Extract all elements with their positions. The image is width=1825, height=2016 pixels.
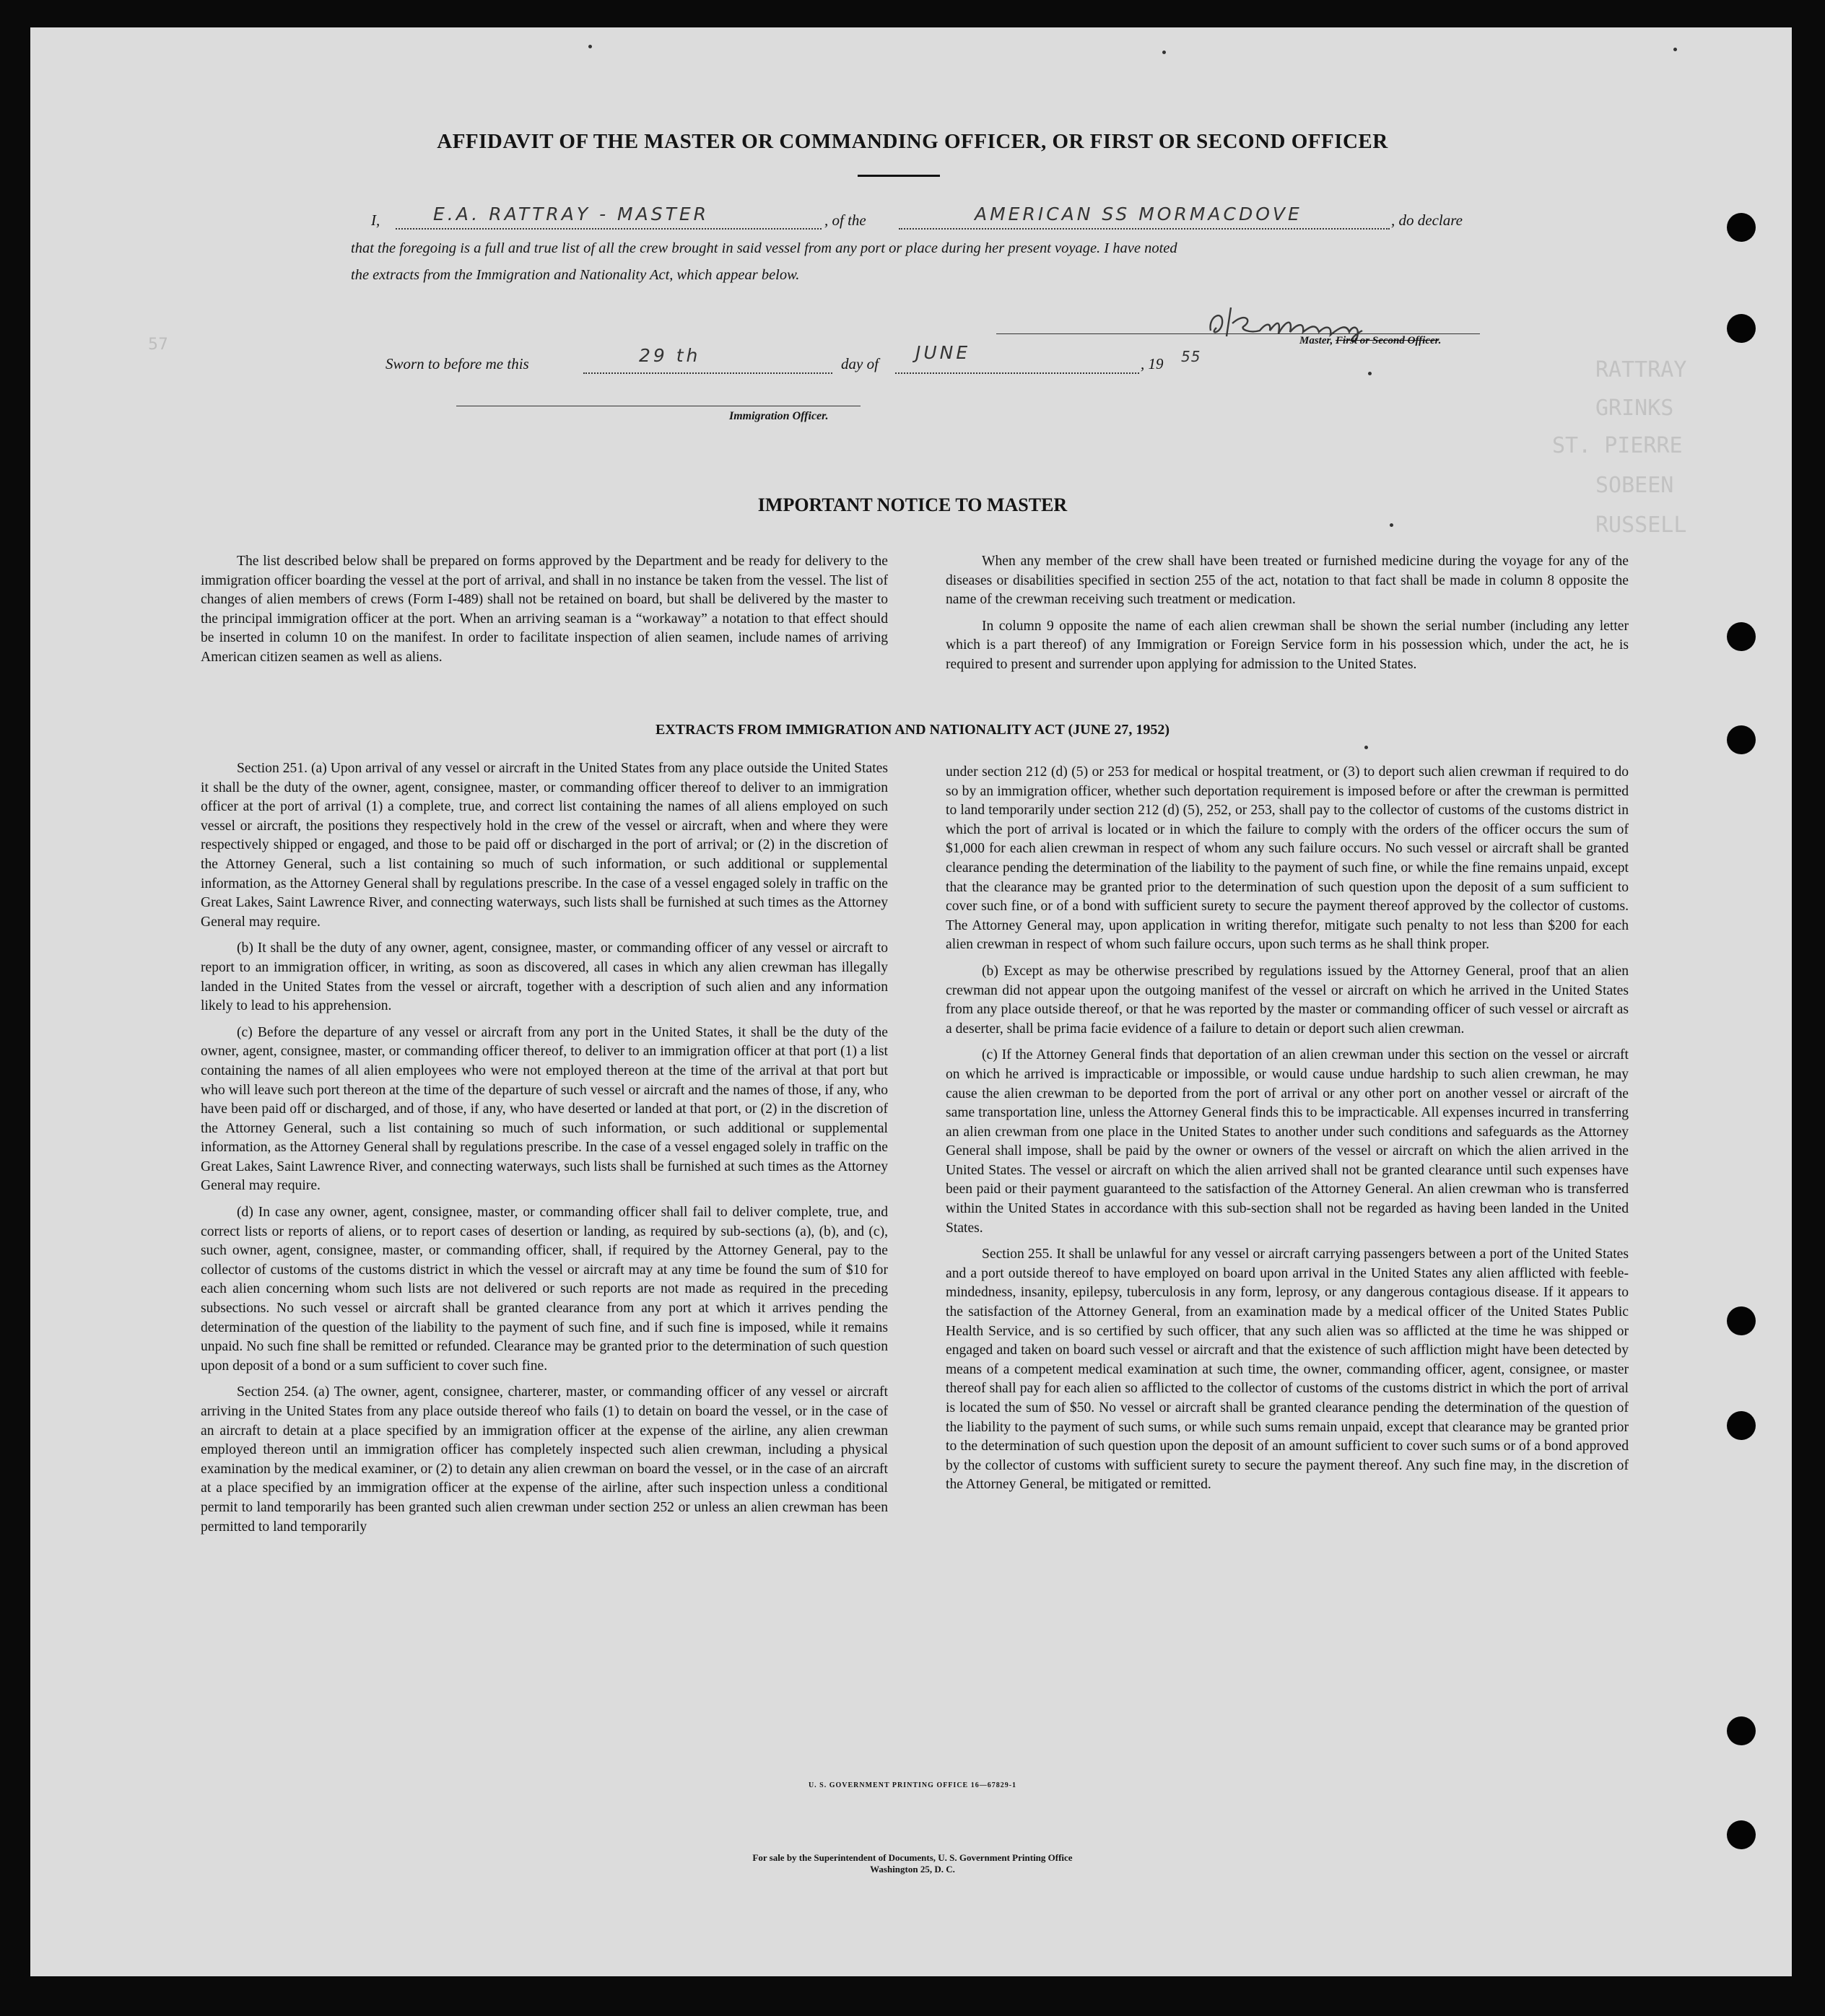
notice-paragraph: When any member of the crew shall have been treated or furnished medicine during the voyage for any of the diseases or disabilities specified in section 255 of the act, notation to that fact shall be made in column 8 opposite the name of the crewman receiving such treatment or medication. bbox=[946, 554, 1629, 608]
speck bbox=[588, 45, 592, 48]
sale-line-1: For sale by the Superintendent of Documents, U. S. Government Printing Office bbox=[752, 1852, 1073, 1863]
day-field-line bbox=[583, 372, 832, 374]
do-declare-label: , do declare bbox=[1391, 211, 1463, 229]
sale-line-2: Washington 25, D. C. bbox=[870, 1864, 955, 1875]
declaration-body-line2: the extracts from the Immigration and Nationality Act, which appear below. bbox=[351, 267, 800, 283]
speck bbox=[1673, 48, 1677, 51]
speck bbox=[1368, 372, 1372, 375]
binder-hole bbox=[1727, 1716, 1756, 1745]
immigration-officer-caption: Immigration Officer. bbox=[729, 410, 829, 422]
section-paragraph: (c) Before the departure of any vessel or aircraft from any port in the United States, it shall be the duty of the owner, agent, consignee, master, or commanding officer thereof, to deliver to an immigration officer at that port (1) a list containing the names of all alien employees who were not employed thereon at the time of the arrival at that port but who will leave such port thereon at the time of the departure of such vessel or aircraft and the names of those, if any, who have been paid off or discharged, and of those, if any, who have deserted or landed at that port, or (2) in the discretion of the Attorney General, such a list containing so much of such information, or such additional or supplemental information, as the Attorney General shall by regulations prescribe. In the case of a vessel engaged solely in traffic on the Great Lakes, Saint Lawrence River, and connecting waterways, such lists shall be furnished at such times as the Attorney General may require. bbox=[201, 1024, 888, 1194]
notice-title: IMPORTANT NOTICE TO MASTER bbox=[757, 494, 1068, 515]
binder-hole bbox=[1727, 314, 1756, 343]
declaration-prefix: I, bbox=[371, 211, 380, 229]
master-name-handwritten: E.A. RATTRAY - MASTER bbox=[433, 204, 710, 224]
section-paragraph: Section 255. It shall be unlawful for any vessel or aircraft carrying passengers between a port of the United States and a port outside thereof to have employed on board upon arrival in the United States any alien afflicted with feeble-mindedness, insanity, epilepsy, tuberculosis in any form, leprosy, or any dangerous contagious disease. If it appears to the satisfaction of the Attorney General, from an examination made by a medical officer of the United States Public Health Service, and is so certified by such officer, that any such alien was so afflicted at the time he was shipped or engaged and taken on board such vessel or aircraft and that the existence of such affliction might have been detected by means of a competent medical examination at such time, the owner, commanding officer, agent, consignee, or master thereof shall pay for each alien so afflicted to the collector of customs of the customs district in which the port of arrival is located the sum of $50. No vessel or aircraft shall be granted clearance pending the determination of the question of the liability to the payment of such sums, or while such sums remain unpaid, except that clearance may be granted prior to the determination of such question upon the deposit of an amount sufficient to cover such sums or of a bond approved by the collector of customs with sufficient surety to secure the payment thereof. Any such fine may, in the discretion of the Attorney General, be mitigated or remitted. bbox=[946, 1247, 1629, 1493]
binder-hole bbox=[1727, 1820, 1756, 1849]
extracts-right-column bbox=[946, 763, 1629, 1495]
of-the-label: , of the bbox=[824, 211, 866, 229]
day-of-label: day of bbox=[841, 355, 879, 372]
sworn-prefix: Sworn to before me this bbox=[386, 355, 529, 372]
year-handwritten: 55 bbox=[1181, 348, 1201, 365]
vessel-field-line bbox=[899, 228, 1390, 230]
year-prefix: , 19 bbox=[1141, 355, 1164, 372]
month-handwritten: JUNE bbox=[915, 342, 971, 363]
section-paragraph: Section 254. (a) The owner, agent, consignee, charterer, master, or commanding officer of any vessel or aircraft arriving in the United States from any place outside thereof who fails (1) to detain on board the vessel, or in the case of an aircraft to detain at a place specified by an immigration officer at the expense of the airline, any alien crewman employed thereon until an immigration officer has completely inspected such alien crewman, including a physical examination by the medical examiner, or (2) to detain any alien crewman on board the vessel, or in the case of an aircraft at a place specified by an immigration officer at the expense of the airline, after such inspection unless a conditional permit to land temporarily has been granted such alien crewman under section 252 or unless an alien crewman has been permitted to land temporarily bbox=[201, 1384, 888, 1535]
caption-struck: First or Second Officer bbox=[1336, 335, 1439, 346]
section-paragraph: (b) It shall be the duty of any owner, agent, consignee, master, or commanding officer of any vessel or aircraft to report to an immigration officer, in writing, as soon as discovered, all cases in which any alien crewman has illegally landed in the United States from the vessel or aircraft, together with a description of such alien and any information likely to lead to his apprehension. bbox=[201, 941, 888, 1014]
extracts-left-column bbox=[201, 759, 888, 1537]
notice-left-column bbox=[201, 552, 888, 668]
signature-caption bbox=[1299, 335, 1441, 347]
bleed-name: GRINKS bbox=[1595, 396, 1674, 421]
speck bbox=[1390, 523, 1393, 527]
section-paragraph: (b) Except as may be otherwise prescribed by regulations issued by the Attorney General, proof that an alien crewman did not appear upon the outgoing manifest of the vessel or aircraft on which he arrived in the United States from any place outside thereof, or that he was reported by the master or commanding officer of such vessel or aircraft as a deserter, shall be prima facie evidence of a failure to detain or deport such alien crewman. bbox=[946, 963, 1629, 1037]
extracts-title: EXTRACTS FROM IMMIGRATION AND NATIONALITY ACT (JUNE 27, 1952) bbox=[655, 722, 1170, 738]
binder-hole bbox=[1727, 213, 1756, 242]
day-handwritten: 29 th bbox=[639, 345, 701, 366]
affidavit-title: AFFIDAVIT OF THE MASTER OR COMMANDING OFFICER, OR FIRST OR SECOND OFFICER bbox=[437, 130, 1388, 153]
speck bbox=[1364, 746, 1368, 749]
notice-paragraph: The list described below shall be prepared on forms approved by the Department and be ready for delivery to the immigration officer boarding the vessel at the port of arrival, and shall in no instance be taken from the vessel. The list of changes of alien members of crews (Form I-489) shall not be retained on board, but shall be delivered by the master to the principal immigration officer at the port. When an arriving seaman is a “workaway” a notation to that effect should be inserted in column 10 on the manifest. In order to facilitate inspection of alien seamen, include names of arriving American citizen seamen as well as aliens. bbox=[201, 554, 888, 665]
bleed-page-number: 57 bbox=[148, 336, 168, 354]
month-field-line bbox=[895, 372, 1139, 374]
bleed-name: RUSSELL bbox=[1595, 512, 1687, 538]
name-field-line bbox=[396, 228, 822, 230]
section-paragraph: (c) If the Attorney General finds that deportation of an alien crewman under this section on the vessel or aircraft on which he arrived is impracticable or impossible, or would cause undue hardship to such alien crewman, he may cause the alien crewman to be deported from the port of arrival or any other port on another vessel or aircraft of the same transportation line, unless the Attorney General finds this to be impracticable. All expenses incurred in transferring an alien crewman from one place in the United States to another under such conditions and safeguards as the Attorney General shall impose, shall be paid by the owner or owners of the vessel or aircraft on which the alien arrived in the United States. The vessel or aircraft on which the alien arrived shall not be granted clearance until such expenses have been paid or their payment guaranteed to the satisfaction of the Attorney General. An alien crewman who is transferred within the United States in accordance with this sub-section shall not be regarded as having been landed in the United States. bbox=[946, 1047, 1629, 1236]
vessel-name-handwritten: AMERICAN SS MORMACDOVE bbox=[975, 204, 1302, 224]
printing-office-line: U. S. GOVERNMENT PRINTING OFFICE 16—67829-1 bbox=[808, 1781, 1017, 1789]
signature-line bbox=[996, 333, 1480, 334]
binder-hole bbox=[1727, 1411, 1756, 1440]
section-paragraph: under section 212 (d) (5) or 253 for medical or hospital treatment, or (3) to deport such alien crewman if required to do so by an immigration officer, whether such deportation requirement is imposed before or after the crewman is permitted to land temporarily under section 212 (d) (5), 252, or 253, shall pay to the collector of customs of the customs district in which the port of arrival is located or in which the failure to comply with the orders of the officer occurs the sum of $1,000 for each alien crewman in respect of whom any such failure occurs. No such vessel or aircraft shall be granted clearance pending the determination of the liability to the payment of such fine, or while the fine remains unpaid, except that the clearance may be granted prior to the determination of such question upon the deposit of a sum sufficient to cover such fine, or of a bond with sufficient surety to secure the payment thereof approved by the collector of customs. The Attorney General may, upon application in writing therefor, mitigate such penalty to not less than $200 for each alien crewman in respect of whom such failure occurs, upon such terms as he shall think proper. bbox=[946, 764, 1629, 953]
section-paragraph: Section 251. (a) Upon arrival of any vessel or aircraft in the United States from any place outside the United States it shall be the duty of the owner, agent, consignee, master, or commanding officer thereof to deliver to an immigration officer at the port of arrival (1) a complete, true, and correct list containing the names of all aliens employed on such vessel or aircraft, the positions they respectively hold in the crew of the vessel or aircraft, when and where they were respectively shipped or engaged, and those to be paid off or discharged in the port of arrival; or (2) in the discretion of the Attorney General, such a list containing so much of such information, or such additional or supplemental information, as the Attorney General shall by regulations prescribe. In the case of a vessel engaged solely in traffic on the Great Lakes, Saint Lawrence River, and connecting waterways, such lists shall be furnished at such times as the Attorney General may require. bbox=[201, 761, 888, 930]
declaration-body-line1: that the foregoing is a full and true list of all the crew brought in said vessel from any port or place during her present voyage. I have noted bbox=[351, 240, 1177, 256]
notice-right-column bbox=[946, 552, 1629, 675]
bleed-name: ST. PIERRE bbox=[1552, 433, 1683, 458]
section-paragraph: (d) In case any owner, agent, consignee, master, or commanding officer shall fail to deliver complete, true, and correct lists or reports of aliens, or to report cases of desertion or landing, as required by sub-sections (a), (b), and (c), such owner, agent, consignee, master, or commanding officer, shall, if required by the Attorney General, pay to the collector of customs of the customs district in which the vessel or aircraft may at any time be found the sum of $10 for each alien concerning whom such lists are not delivered or such reports are not made as required in the preceding subsections. No such vessel or aircraft shall be granted clearance from any port at which it arrives pending the determination of the question of the liability to the payment of such fine, and if such fine is imposed, while it remains unpaid. No such fine shall be remitted or refunded. Clearance may be granted prior to the determination of such question upon deposit of a bond or a sum sufficient to cover such fine. bbox=[201, 1205, 888, 1374]
binder-hole bbox=[1727, 1306, 1756, 1335]
caption-prefix: Master, bbox=[1299, 335, 1336, 346]
bleed-name: RATTRAY bbox=[1595, 357, 1687, 383]
caption-suffix: . bbox=[1438, 335, 1442, 346]
bleed-name: SOBEEN bbox=[1595, 473, 1674, 498]
title-rule bbox=[858, 175, 940, 177]
speck bbox=[1162, 51, 1166, 54]
notice-paragraph: In column 9 opposite the name of each alien crewman shall be shown the serial number (including any letter which is a part thereof) of any Immigration or Foreign Service form in his possession which, under the act, he is required to present and surrender upon applying for admission to the United States. bbox=[946, 618, 1629, 672]
binder-hole bbox=[1727, 622, 1756, 651]
